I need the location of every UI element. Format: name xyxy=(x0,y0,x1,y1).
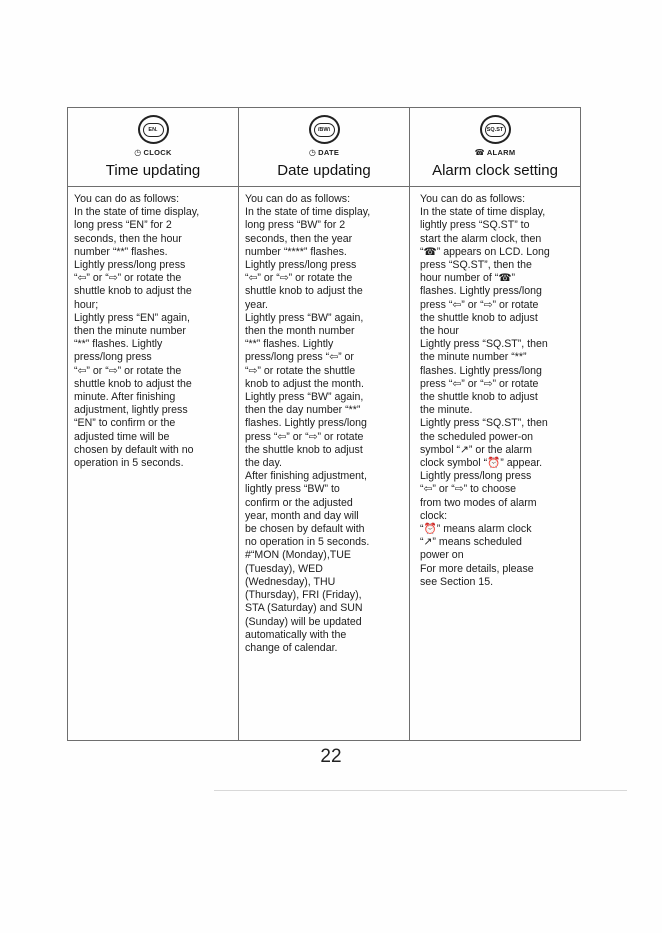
instruction-table xyxy=(67,107,581,741)
date-label-text: DATE xyxy=(318,148,340,157)
instruction-line: lightly press “BW” to xyxy=(245,483,340,496)
instruction-line: Lightly press “BW” again, xyxy=(245,391,364,404)
instruction-line: In the state of time display, xyxy=(245,206,371,219)
column-date-updating xyxy=(238,108,409,740)
instruction-line: (Wednesday), THU xyxy=(245,575,336,588)
column-title: Alarm clock setting xyxy=(432,162,558,179)
instruction-line: “⇦” or “⇨” or rotate the xyxy=(74,364,182,377)
instruction-line: the day. xyxy=(245,457,282,470)
instruction-line: automatically with the xyxy=(245,628,347,641)
column-body xyxy=(239,187,409,655)
instruction-line: “⇦” or “⇨” to choose xyxy=(420,483,517,496)
en-button-label: EN. xyxy=(143,123,164,137)
instruction-line: clock: xyxy=(420,509,448,522)
instruction-line: year. xyxy=(245,298,268,311)
instruction-line: then the minute number xyxy=(74,325,186,338)
instruction-line: shuttle knob to adjust the xyxy=(74,377,192,390)
instruction-line: long press “EN” for 2 xyxy=(74,219,172,232)
en-button-icon xyxy=(138,115,169,144)
instruction-line: see Section 15. xyxy=(420,575,494,588)
instruction-line: long press “BW” for 2 xyxy=(245,219,346,232)
instruction-line: then the day number “**” xyxy=(245,404,361,417)
alarm-label xyxy=(475,148,516,157)
instruction-line: “⇦” or “⇨” or rotate the xyxy=(74,272,182,285)
column-time-updating xyxy=(68,108,238,740)
instruction-line: “⇦” or “⇨” or rotate the xyxy=(245,272,353,285)
instruction-line: no operation in 5 seconds. xyxy=(245,536,370,549)
instruction-line: Lightly press “SQ.ST”, then xyxy=(420,338,548,351)
instruction-line: year, month and day will xyxy=(245,509,359,522)
bw-button-label: /BW\ xyxy=(314,123,335,137)
instruction-line: from two modes of alarm xyxy=(420,496,537,509)
instruction-line: “↗” means scheduled xyxy=(420,536,522,549)
instruction-line: “EN” to confirm or the xyxy=(74,417,176,430)
instruction-line: lightly press “SQ.ST” to xyxy=(420,219,530,232)
instruction-line: confirm or the adjusted xyxy=(245,496,353,509)
instruction-line: shuttle knob to adjust the xyxy=(74,285,192,298)
instruction-line: then the month number xyxy=(245,325,355,338)
instruction-line: minute. After finishing xyxy=(74,391,176,404)
instruction-line: be chosen by default with xyxy=(245,523,365,536)
instruction-line: the hour xyxy=(420,325,459,338)
column-body xyxy=(68,187,238,470)
instruction-line: (Sunday) will be updated xyxy=(245,615,362,628)
alarm-icon: ☎ xyxy=(474,148,485,157)
column-body xyxy=(410,187,580,589)
instruction-line: #“MON (Monday),TUE xyxy=(245,549,351,562)
instruction-line: operation in 5 seconds. xyxy=(74,457,184,470)
page-number: 22 xyxy=(320,746,342,767)
bw-button-icon xyxy=(309,115,340,144)
instruction-line: In the state of time display, xyxy=(420,206,546,219)
instruction-line: flashes. Lightly press/long xyxy=(420,285,542,298)
instruction-line: flashes. Lightly press/long xyxy=(245,417,367,430)
instruction-line: the shuttle knob to adjust xyxy=(245,443,363,456)
instruction-line: seconds, then the hour xyxy=(74,232,182,245)
instruction-line: You can do as follows: xyxy=(420,193,526,205)
instruction-line: power on xyxy=(420,549,464,562)
instruction-line: STA (Saturday) and SUN xyxy=(245,602,363,615)
date-label xyxy=(309,148,339,157)
instruction-line: Lightly press “SQ.ST”, then xyxy=(420,417,548,430)
instruction-line: You can do as follows: xyxy=(74,193,180,205)
date-icon: ◷ xyxy=(308,148,317,157)
instruction-line: press/long press “⇦” or xyxy=(245,351,354,364)
clock-label xyxy=(134,148,171,157)
instruction-line: the scheduled power-on xyxy=(420,430,534,443)
instruction-line: Lightly press/long press xyxy=(74,259,186,272)
instruction-line: start the alarm clock, then xyxy=(420,232,542,245)
column-header xyxy=(410,108,580,187)
instruction-line: the minute number “**” xyxy=(420,351,527,364)
instruction-line: chosen by default with no xyxy=(74,443,194,456)
instruction-line: change of calendar. xyxy=(245,641,338,654)
instruction-line: flashes. Lightly press/long xyxy=(420,364,542,377)
column-header xyxy=(239,108,409,187)
instruction-line: the minute. xyxy=(420,404,473,417)
instruction-line: knob to adjust the month. xyxy=(245,377,364,390)
instruction-line: symbol “↗” or the alarm xyxy=(420,443,532,456)
instruction-line: “⏰” means alarm clock xyxy=(420,523,532,536)
instruction-line: press “⇦” or “⇨” or rotate xyxy=(420,377,539,390)
instruction-line: number “**” flashes. xyxy=(74,245,168,258)
instruction-line: After finishing adjustment, xyxy=(245,470,367,483)
instruction-line: (Thursday), FRI (Friday), xyxy=(245,589,362,602)
instruction-line: “**” flashes. Lightly xyxy=(74,338,163,351)
alarm-label-text: ALARM xyxy=(486,148,516,157)
clock-label-text: CLOCK xyxy=(143,148,172,157)
instruction-line: You can do as follows: xyxy=(245,193,351,205)
column-title: Time updating xyxy=(105,162,201,179)
instruction-line: seconds, then the year xyxy=(245,232,353,245)
instruction-line: press “SQ.ST”, then the xyxy=(420,259,532,272)
instruction-line: (Tuesday), WED xyxy=(245,562,323,575)
instruction-line: Lightly press/long press xyxy=(245,259,357,272)
instruction-line: Lightly press “BW” again, xyxy=(245,311,364,324)
column-title: Date updating xyxy=(277,162,371,179)
instruction-line: “⇨” or rotate the shuttle xyxy=(245,364,356,377)
instruction-line: hour; xyxy=(74,298,99,311)
footer-divider xyxy=(214,790,627,791)
instruction-line: adjustment, lightly press xyxy=(74,404,188,417)
instruction-line: clock symbol “⏰” appear. xyxy=(420,457,543,470)
instruction-line: number “****” flashes. xyxy=(245,245,347,258)
instruction-line: “**” flashes. Lightly xyxy=(245,338,334,351)
instruction-line: Lightly press “EN” again, xyxy=(74,311,190,324)
instruction-line: the shuttle knob to adjust xyxy=(420,391,538,404)
instruction-line: press “⇦” or “⇨” or rotate xyxy=(420,298,539,311)
instruction-line: In the state of time display, xyxy=(74,206,200,219)
column-header xyxy=(68,108,238,187)
instruction-line: hour number of “☎” xyxy=(420,272,516,285)
instruction-line: shuttle knob to adjust the xyxy=(245,285,363,298)
instruction-line: “☎” appears on LCD. Long xyxy=(420,245,550,258)
clock-icon: ◷ xyxy=(134,148,142,157)
sq-st-button-label: SQ.ST xyxy=(485,123,506,137)
instruction-line: the shuttle knob to adjust xyxy=(420,311,538,324)
sq-st-button-icon xyxy=(480,115,511,144)
instruction-line: For more details, please xyxy=(420,562,534,575)
instruction-line: adjusted time will be xyxy=(74,430,170,443)
instruction-line: press “⇦” or “⇨” or rotate xyxy=(245,430,364,443)
instruction-line: press/long press xyxy=(74,351,152,364)
instruction-line: Lightly press/long press xyxy=(420,470,532,483)
column-alarm-clock-setting xyxy=(409,108,580,740)
